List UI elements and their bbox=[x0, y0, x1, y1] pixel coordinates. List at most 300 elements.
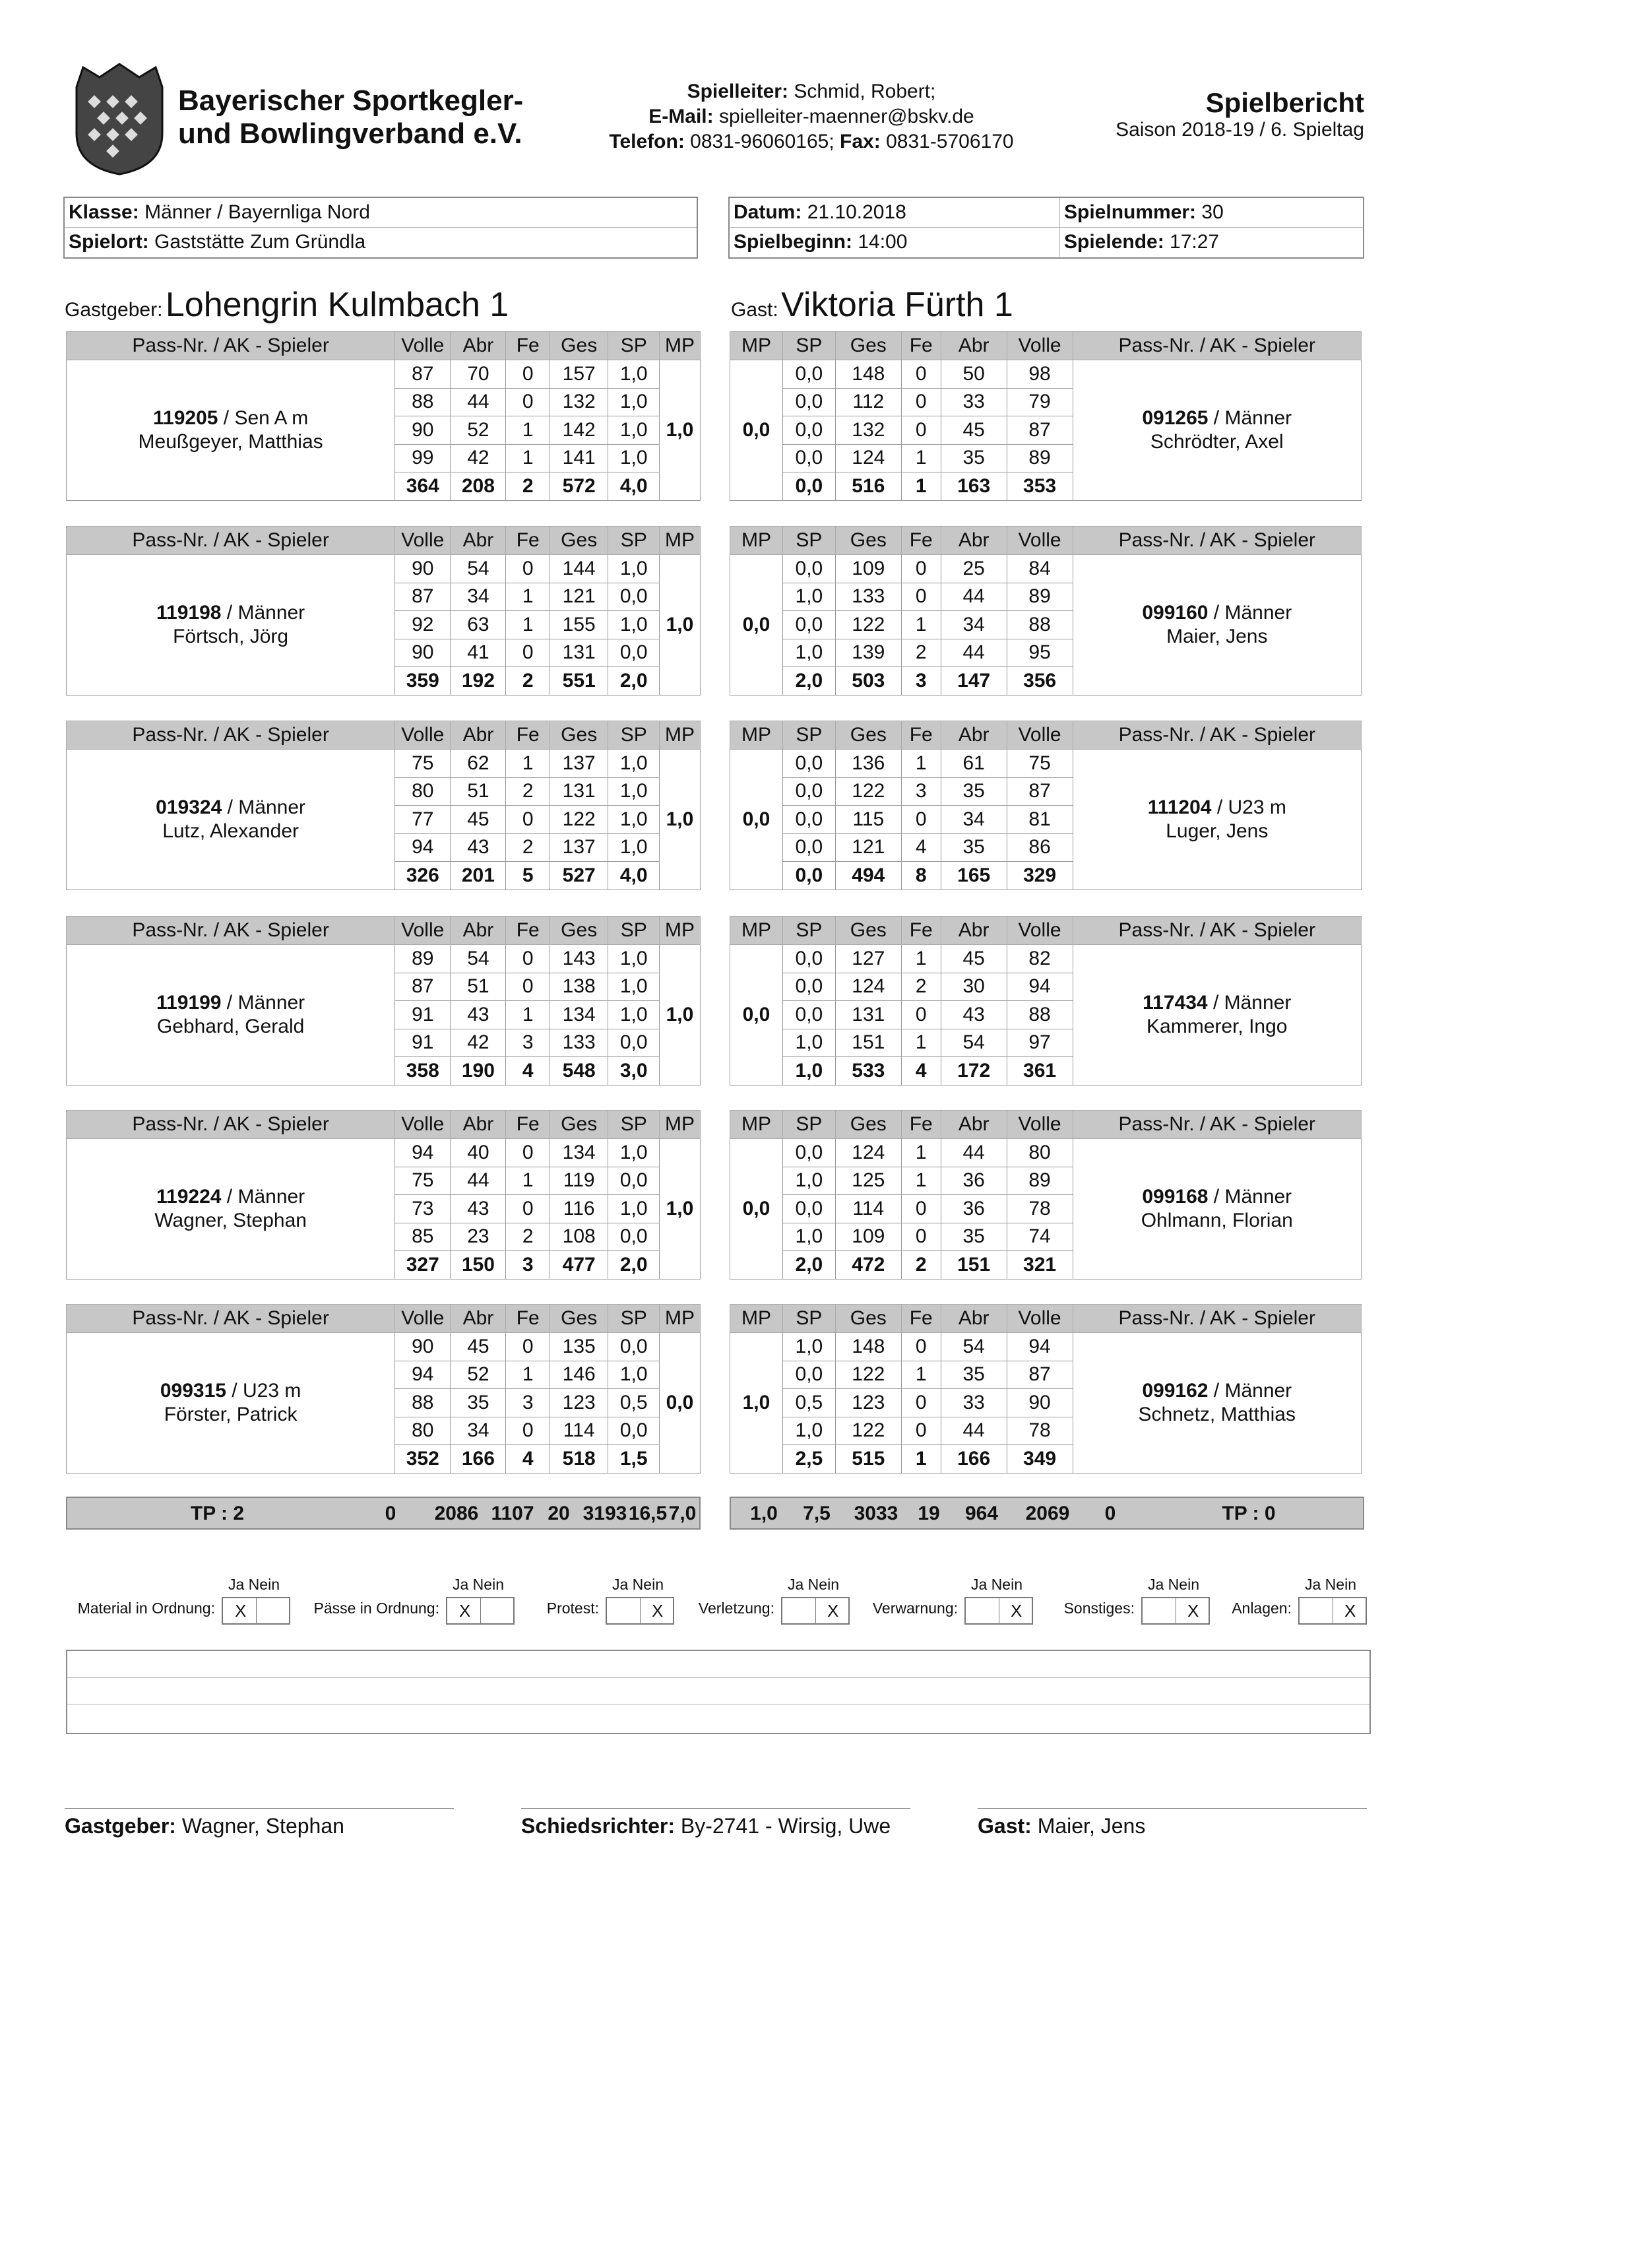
column-header: Abr bbox=[451, 527, 506, 555]
host-sp-cell: 1,0 bbox=[608, 611, 660, 639]
column-header: Abr bbox=[941, 332, 1007, 360]
guest-volle-cell: 80 bbox=[1007, 1139, 1073, 1167]
host-abr-cell: 63 bbox=[451, 611, 506, 639]
guest-player-name: Ohlmann, Florian bbox=[1141, 1209, 1293, 1231]
host-volle-cell: 91 bbox=[395, 1029, 451, 1057]
host-sp-cell: 0,0 bbox=[608, 1223, 660, 1251]
datum-row bbox=[730, 198, 1363, 228]
table-header-row bbox=[730, 1111, 1362, 1139]
column-header: Fe bbox=[901, 917, 941, 945]
host-abr-cell: 201 bbox=[451, 862, 506, 890]
host-volle-cell: 85 bbox=[395, 1223, 451, 1251]
ja-nein-header: Ja Nein bbox=[1305, 1576, 1356, 1593]
guest-fe-cell: 0 bbox=[901, 388, 941, 416]
guest-abr-cell: 163 bbox=[941, 472, 1007, 501]
check-box[interactable] bbox=[606, 1597, 674, 1625]
host-fe-cell: 3 bbox=[506, 1251, 550, 1280]
guest-team-label: Gast: bbox=[731, 299, 778, 321]
guest-fe-cell: 1 bbox=[901, 750, 941, 778]
spielbeginn-value: 14:00 bbox=[858, 231, 908, 253]
host-volle-cell: 358 bbox=[395, 1057, 451, 1085]
host-fe-cell: 0 bbox=[506, 1333, 550, 1361]
host-sum-fe: 20 bbox=[548, 1503, 570, 1524]
guest-sp-cell: 0,0 bbox=[782, 777, 835, 806]
column-header: Abr bbox=[451, 917, 506, 945]
host-abr-cell: 35 bbox=[451, 1389, 506, 1417]
host-volle-cell: 80 bbox=[395, 777, 451, 806]
guest-age-class: / Männer bbox=[1207, 991, 1292, 1014]
guest-volle-cell: 81 bbox=[1007, 806, 1073, 834]
guest-ges-cell: 121 bbox=[835, 833, 901, 862]
guest-ges-cell: 122 bbox=[835, 777, 901, 806]
host-volle-cell: 359 bbox=[395, 667, 451, 696]
guest-volle-cell: 349 bbox=[1007, 1445, 1073, 1474]
check-divider bbox=[256, 1598, 257, 1623]
host-ges-cell: 131 bbox=[550, 639, 608, 667]
guest-ges-cell: 123 bbox=[835, 1389, 901, 1417]
column-header: SP bbox=[782, 332, 835, 360]
guest-age-class: / Männer bbox=[1208, 601, 1292, 624]
column-header: Ges bbox=[835, 721, 901, 750]
host-abr-cell: 62 bbox=[451, 750, 506, 778]
guest-sp-cell: 0,0 bbox=[782, 1195, 835, 1223]
host-volle-cell: 99 bbox=[395, 444, 451, 472]
guest-volle-cell: 97 bbox=[1007, 1029, 1073, 1057]
beginn-row bbox=[730, 228, 1363, 257]
check-label: Protest: bbox=[546, 1600, 599, 1617]
throw-row bbox=[730, 945, 1362, 973]
host-age-class: / Männer bbox=[222, 796, 306, 818]
host-player-name: Gebhard, Gerald bbox=[156, 1015, 305, 1037]
guest-fe-cell: 0 bbox=[901, 1001, 941, 1029]
column-header: Ges bbox=[835, 1305, 901, 1333]
guest-player-cell bbox=[1073, 945, 1361, 1085]
guest-fe-cell: 1 bbox=[901, 444, 941, 472]
guest-abr-cell: 147 bbox=[941, 667, 1007, 696]
guest-volle-cell: 321 bbox=[1007, 1251, 1073, 1280]
guest-volle-cell: 90 bbox=[1007, 1389, 1073, 1417]
check-box[interactable] bbox=[446, 1597, 515, 1625]
host-volle-cell: 88 bbox=[395, 1389, 451, 1417]
check-box[interactable] bbox=[1141, 1597, 1210, 1625]
host-sum-ges: 3193 bbox=[582, 1503, 627, 1524]
column-header: Fe bbox=[901, 527, 941, 555]
column-header: Pass-Nr. / AK - Spieler bbox=[1073, 332, 1361, 360]
host-pass-number: 019324 bbox=[156, 796, 222, 818]
guest-sum-volle: 2069 bbox=[1025, 1503, 1070, 1524]
guest-fe-cell: 1 bbox=[901, 1361, 941, 1389]
host-fe-cell: 3 bbox=[506, 1029, 550, 1057]
guest-volle-cell: 79 bbox=[1007, 388, 1073, 416]
host-player-cell bbox=[67, 1139, 395, 1280]
guest-ges-cell: 148 bbox=[835, 360, 901, 389]
guest-abr-cell: 36 bbox=[941, 1167, 1007, 1195]
guest-pass-number: 099160 bbox=[1142, 601, 1209, 624]
host-abr-cell: 34 bbox=[451, 583, 506, 611]
guest-game-table bbox=[730, 916, 1362, 1085]
host-abr-cell: 52 bbox=[451, 416, 506, 445]
host-volle-cell: 87 bbox=[395, 973, 451, 1001]
guest-abr-cell: 25 bbox=[941, 555, 1007, 583]
nein-mark[interactable]: X bbox=[827, 1601, 839, 1621]
guest-fe-cell: 4 bbox=[901, 1057, 941, 1085]
guest-fe-cell: 0 bbox=[901, 360, 941, 389]
guest-game-table bbox=[730, 526, 1362, 696]
host-player-name: Lutz, Alexander bbox=[162, 820, 299, 842]
guest-volle-cell: 356 bbox=[1007, 667, 1073, 696]
throw-row bbox=[67, 945, 701, 973]
column-header: MP bbox=[730, 527, 783, 555]
column-header: SP bbox=[608, 721, 660, 750]
host-volle-cell: 92 bbox=[395, 611, 451, 639]
host-game-table bbox=[66, 1304, 701, 1474]
host-volle-cell: 87 bbox=[395, 360, 451, 389]
host-abr-cell: 54 bbox=[451, 555, 506, 583]
guest-fe-cell: 2 bbox=[901, 639, 941, 667]
host-abr-cell: 45 bbox=[451, 1333, 506, 1361]
guest-sp-cell: 0,0 bbox=[782, 444, 835, 472]
guest-abr-cell: 44 bbox=[941, 1417, 1007, 1445]
column-header: Abr bbox=[941, 721, 1007, 750]
org-name bbox=[178, 84, 523, 150]
host-ges-cell: 144 bbox=[550, 555, 608, 583]
guest-sum-ges: 3033 bbox=[854, 1503, 898, 1524]
host-fe-cell: 1 bbox=[506, 1001, 550, 1029]
host-sum-volle: 2086 bbox=[434, 1503, 479, 1524]
host-mp-cell: 1,0 bbox=[659, 555, 700, 696]
guest-ges-cell: 112 bbox=[835, 388, 901, 416]
host-fe-cell: 3 bbox=[506, 1389, 550, 1417]
column-header: Volle bbox=[1007, 332, 1073, 360]
guest-fe-cell: 0 bbox=[901, 583, 941, 611]
host-sp-cell: 1,0 bbox=[608, 360, 660, 389]
host-ges-cell: 134 bbox=[550, 1139, 608, 1167]
guest-fe-cell: 2 bbox=[901, 1251, 941, 1280]
datum-label: Datum: bbox=[734, 201, 802, 223]
host-fe-cell: 5 bbox=[506, 862, 550, 890]
guest-ges-cell: 494 bbox=[835, 862, 901, 890]
info-box-left bbox=[63, 197, 698, 259]
guest-abr-cell: 165 bbox=[941, 862, 1007, 890]
host-ges-cell: 477 bbox=[550, 1251, 608, 1280]
info-box-right bbox=[728, 197, 1364, 259]
host-abr-cell: 44 bbox=[451, 1167, 506, 1195]
host-sp-cell: 1,5 bbox=[608, 1445, 660, 1474]
column-header: SP bbox=[608, 527, 660, 555]
host-fe-cell: 0 bbox=[506, 360, 550, 389]
signature-referee bbox=[521, 1808, 910, 1838]
guest-player-name: Schrödter, Axel bbox=[1150, 430, 1284, 453]
column-header: Volle bbox=[395, 1305, 451, 1333]
guest-fe-cell: 0 bbox=[901, 1223, 941, 1251]
column-header: SP bbox=[782, 527, 835, 555]
email-value[interactable]: spielleiter-maenner@bskv.de bbox=[718, 106, 974, 127]
guest-volle-cell: 361 bbox=[1007, 1057, 1073, 1085]
throw-row bbox=[67, 1139, 701, 1167]
column-header: Pass-Nr. / AK - Spieler bbox=[67, 332, 395, 360]
guest-volle-cell: 94 bbox=[1007, 973, 1073, 1001]
host-player-name: Meußgeyer, Matthias bbox=[138, 430, 323, 453]
host-fe-cell: 1 bbox=[506, 444, 550, 472]
guest-ges-cell: 127 bbox=[835, 945, 901, 973]
host-volle-cell: 80 bbox=[395, 1417, 451, 1445]
host-abr-cell: 208 bbox=[451, 472, 506, 501]
column-header: Abr bbox=[941, 1111, 1007, 1139]
host-age-class: / Sen A m bbox=[218, 406, 309, 429]
guest-sum-abr: 964 bbox=[964, 1503, 999, 1524]
host-sum-abr: 1107 bbox=[491, 1503, 534, 1524]
host-sp-cell: 3,0 bbox=[608, 1057, 660, 1085]
column-header: Fe bbox=[506, 1305, 550, 1333]
ja-nein-header: Ja Nein bbox=[1148, 1576, 1199, 1593]
column-header: Pass-Nr. / AK - Spieler bbox=[1073, 917, 1361, 945]
guest-fe-cell: 0 bbox=[901, 555, 941, 583]
guest-abr-cell: 50 bbox=[941, 360, 1007, 389]
column-header: SP bbox=[608, 332, 660, 360]
season-label: Saison 2018-19 / 6. Spieltag bbox=[1116, 119, 1364, 141]
ja-mark[interactable]: X bbox=[459, 1601, 471, 1621]
guest-ges-cell: 109 bbox=[835, 555, 901, 583]
host-sp-cell: 4,0 bbox=[608, 472, 660, 501]
guest-volle-cell: 87 bbox=[1007, 777, 1073, 806]
table-header-row bbox=[67, 332, 701, 360]
guest-abr-cell: 35 bbox=[941, 1361, 1007, 1389]
nein-mark[interactable]: X bbox=[1344, 1601, 1356, 1621]
column-header: Abr bbox=[451, 1305, 506, 1333]
guest-volle-cell: 86 bbox=[1007, 833, 1073, 862]
column-header: MP bbox=[659, 1111, 700, 1139]
host-volle-cell: 90 bbox=[395, 416, 451, 445]
column-header: Fe bbox=[506, 917, 550, 945]
host-ges-cell: 157 bbox=[550, 360, 608, 389]
host-fe-cell: 1 bbox=[506, 1361, 550, 1389]
host-fe-cell: 0 bbox=[506, 1139, 550, 1167]
guest-ges-cell: 122 bbox=[835, 1417, 901, 1445]
column-header: Abr bbox=[451, 332, 506, 360]
host-ges-cell: 155 bbox=[550, 611, 608, 639]
host-abr-cell: 42 bbox=[451, 444, 506, 472]
guest-sp-cell: 0,0 bbox=[782, 833, 835, 862]
guest-abr-cell: 35 bbox=[941, 777, 1007, 806]
guest-sp-cell: 1,0 bbox=[782, 1333, 835, 1361]
guest-abr-cell: 166 bbox=[941, 1445, 1007, 1474]
email-label: E-Mail: bbox=[648, 106, 714, 127]
host-sp-cell: 2,0 bbox=[608, 1251, 660, 1280]
guest-volle-cell: 87 bbox=[1007, 416, 1073, 445]
guest-abr-cell: 33 bbox=[941, 1389, 1007, 1417]
throw-row bbox=[730, 360, 1362, 389]
guest-mp-cell: 0,0 bbox=[730, 360, 783, 501]
check-box[interactable] bbox=[1298, 1597, 1367, 1625]
check-box[interactable] bbox=[222, 1597, 290, 1625]
guest-ges-cell: 503 bbox=[835, 667, 901, 696]
host-abr-cell: 43 bbox=[451, 833, 506, 862]
org-line-1: Bayerischer Sportkegler- bbox=[178, 84, 524, 117]
guest-fe-cell: 1 bbox=[901, 1445, 941, 1474]
column-header: Ges bbox=[550, 917, 608, 945]
host-sp-cell: 1,0 bbox=[608, 750, 660, 778]
host-volle-cell: 88 bbox=[395, 388, 451, 416]
check-divider bbox=[640, 1598, 641, 1623]
column-header: Ges bbox=[835, 332, 901, 360]
notes-box[interactable] bbox=[66, 1650, 1371, 1734]
host-volle-cell: 89 bbox=[395, 945, 451, 973]
guest-ges-cell: 136 bbox=[835, 750, 901, 778]
guest-player-name: Luger, Jens bbox=[1166, 820, 1269, 842]
host-player-cell bbox=[67, 555, 395, 696]
host-mp-cell: 1,0 bbox=[659, 945, 700, 1085]
guest-player-cell bbox=[1073, 1333, 1361, 1474]
spielnummer-label: Spielnummer: bbox=[1064, 201, 1197, 223]
spielort-label: Spielort: bbox=[69, 231, 149, 253]
column-header: Volle bbox=[395, 332, 451, 360]
guest-player-cell bbox=[1073, 360, 1361, 501]
guest-fe-cell: 4 bbox=[901, 833, 941, 862]
guest-player-cell bbox=[1073, 750, 1361, 890]
column-header: Pass-Nr. / AK - Spieler bbox=[67, 917, 395, 945]
guest-fe-cell: 1 bbox=[901, 611, 941, 639]
guest-tp: TP : 0 bbox=[1222, 1503, 1276, 1524]
host-ges-cell: 143 bbox=[550, 945, 608, 973]
guest-pass-number: 117434 bbox=[1143, 991, 1208, 1014]
table-header-row bbox=[730, 1305, 1362, 1333]
guest-age-class: / Männer bbox=[1208, 1185, 1292, 1208]
guest-abr-cell: 35 bbox=[941, 444, 1007, 472]
host-fe-cell: 0 bbox=[506, 806, 550, 834]
column-header: MP bbox=[730, 332, 783, 360]
host-abr-cell: 40 bbox=[451, 1139, 506, 1167]
host-fe-cell: 0 bbox=[506, 639, 550, 667]
host-game-table bbox=[66, 916, 701, 1085]
column-header: Fe bbox=[901, 332, 941, 360]
host-abr-cell: 44 bbox=[451, 388, 506, 416]
host-sp-cell: 0,0 bbox=[608, 1029, 660, 1057]
guest-player-name: Maier, Jens bbox=[1166, 625, 1268, 647]
guest-ges-cell: 533 bbox=[835, 1057, 901, 1085]
host-ges-cell: 122 bbox=[550, 806, 608, 834]
guest-volle-cell: 87 bbox=[1007, 1361, 1073, 1389]
guest-sp-cell: 0,0 bbox=[782, 945, 835, 973]
host-ges-cell: 518 bbox=[550, 1445, 608, 1474]
nein-mark[interactable]: X bbox=[1187, 1601, 1199, 1621]
column-header: Abr bbox=[941, 917, 1007, 945]
spielnummer-value: 30 bbox=[1201, 201, 1224, 223]
check-box[interactable] bbox=[781, 1597, 850, 1625]
org-line-2: und Bowlingverband e.V. bbox=[178, 117, 522, 150]
guest-sp-cell: 0,0 bbox=[782, 360, 835, 389]
host-ges-cell: 137 bbox=[550, 750, 608, 778]
column-header: Abr bbox=[941, 1305, 1007, 1333]
guest-ges-cell: 124 bbox=[835, 444, 901, 472]
host-abr-cell: 43 bbox=[451, 1001, 506, 1029]
throw-row bbox=[67, 555, 701, 583]
guest-ges-cell: 132 bbox=[835, 416, 901, 445]
guest-fe-cell: 0 bbox=[901, 1195, 941, 1223]
host-team bbox=[65, 285, 509, 325]
host-ges-cell: 119 bbox=[550, 1167, 608, 1195]
host-ges-cell: 123 bbox=[550, 1389, 608, 1417]
column-header: Fe bbox=[901, 1305, 941, 1333]
guest-player-name: Kammerer, Ingo bbox=[1147, 1015, 1288, 1037]
guest-abr-cell: 33 bbox=[941, 388, 1007, 416]
ja-mark[interactable]: X bbox=[235, 1601, 247, 1621]
host-mp-cell: 1,0 bbox=[659, 1139, 700, 1280]
host-sp-cell: 1,0 bbox=[608, 945, 660, 973]
guest-ges-cell: 114 bbox=[835, 1195, 901, 1223]
column-header: SP bbox=[782, 1111, 835, 1139]
throw-row bbox=[730, 750, 1362, 778]
guest-volle-cell: 98 bbox=[1007, 360, 1073, 389]
host-sp-cell: 1,0 bbox=[608, 973, 660, 1001]
column-header: Volle bbox=[1007, 721, 1073, 750]
check-box[interactable] bbox=[964, 1597, 1033, 1625]
guest-fe-cell: 1 bbox=[901, 472, 941, 501]
guest-fe-cell: 0 bbox=[901, 806, 941, 834]
guest-fe-cell: 1 bbox=[901, 1139, 941, 1167]
host-game-table bbox=[66, 331, 701, 501]
check-label: Pässe in Ordnung: bbox=[313, 1600, 439, 1617]
guest-team-name: Viktoria Fürth 1 bbox=[781, 286, 1013, 324]
host-sp-cell: 1,0 bbox=[608, 444, 660, 472]
host-abr-cell: 190 bbox=[451, 1057, 506, 1085]
guest-team bbox=[731, 285, 1013, 325]
column-header: Pass-Nr. / AK - Spieler bbox=[1073, 1111, 1361, 1139]
signature-host-value: Wagner, Stephan bbox=[181, 1814, 344, 1838]
guest-fe-cell: 2 bbox=[901, 973, 941, 1001]
host-ges-cell: 116 bbox=[550, 1195, 608, 1223]
column-header: MP bbox=[659, 721, 700, 750]
signature-host bbox=[65, 1808, 454, 1838]
guest-sum-fe: 19 bbox=[918, 1503, 940, 1524]
host-volle-cell: 90 bbox=[395, 1333, 451, 1361]
column-header: Ges bbox=[550, 527, 608, 555]
table-header-row bbox=[67, 1111, 701, 1139]
guest-age-class: / Männer bbox=[1208, 406, 1292, 429]
table-header-row bbox=[730, 332, 1362, 360]
signature-guest bbox=[978, 1808, 1367, 1838]
guest-abr-cell: 30 bbox=[941, 973, 1007, 1001]
datum-value: 21.10.2018 bbox=[807, 201, 906, 223]
host-age-class: / Männer bbox=[221, 601, 305, 624]
guest-sp-cell: 1,0 bbox=[782, 583, 835, 611]
guest-ges-cell: 515 bbox=[835, 1445, 901, 1474]
nein-mark[interactable]: X bbox=[1011, 1601, 1022, 1621]
host-sp-cell: 0,0 bbox=[608, 1167, 660, 1195]
guest-volle-cell: 88 bbox=[1007, 611, 1073, 639]
guest-ges-cell: 131 bbox=[835, 1001, 901, 1029]
nein-mark[interactable]: X bbox=[652, 1601, 664, 1621]
column-header: Abr bbox=[941, 527, 1007, 555]
column-header: SP bbox=[608, 917, 660, 945]
column-header: MP bbox=[730, 1305, 783, 1333]
guest-sp-cell: 1,0 bbox=[782, 1223, 835, 1251]
host-ges-cell: 142 bbox=[550, 416, 608, 445]
guest-pass-number: 099168 bbox=[1142, 1185, 1209, 1208]
guest-abr-cell: 43 bbox=[941, 1001, 1007, 1029]
host-ges-cell: 572 bbox=[550, 472, 608, 501]
guest-fe-cell: 3 bbox=[901, 777, 941, 806]
column-header: Pass-Nr. / AK - Spieler bbox=[67, 1305, 395, 1333]
column-header: Volle bbox=[395, 721, 451, 750]
guest-fe-cell: 0 bbox=[901, 416, 941, 445]
host-fe-cell: 1 bbox=[506, 416, 550, 445]
host-volle-cell: 364 bbox=[395, 472, 451, 501]
guest-ges-cell: 122 bbox=[835, 611, 901, 639]
guest-sp-cell: 0,0 bbox=[782, 973, 835, 1001]
host-pass-number: 119198 bbox=[156, 601, 222, 624]
host-fe-cell: 1 bbox=[506, 583, 550, 611]
guest-abr-cell: 34 bbox=[941, 806, 1007, 834]
